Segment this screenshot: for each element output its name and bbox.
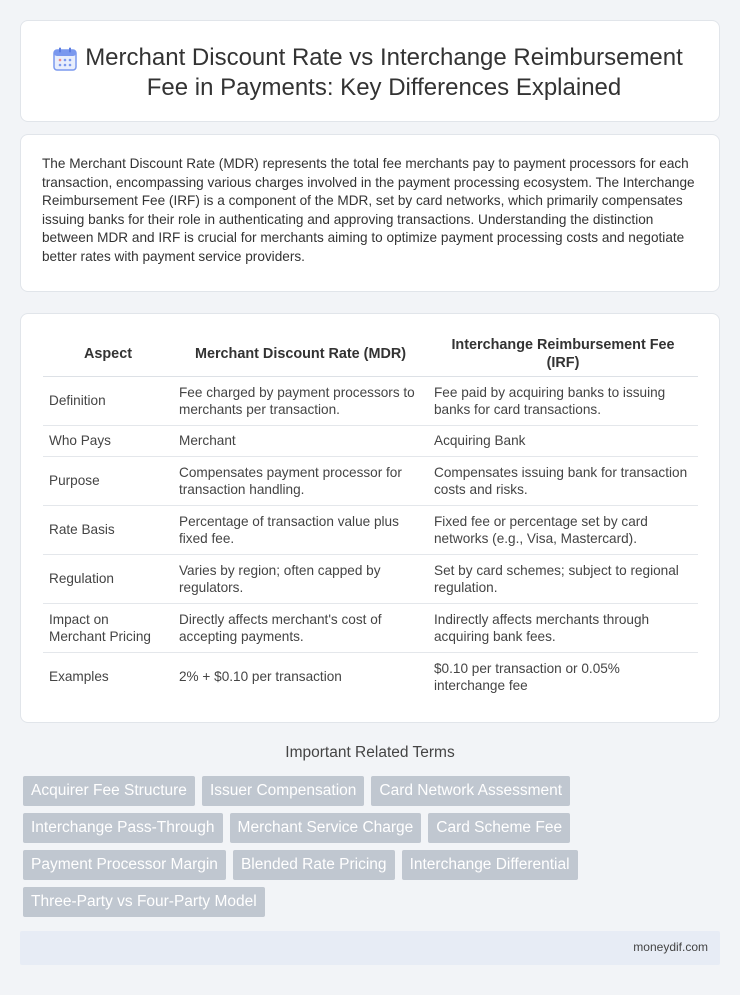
- table-row: [43, 555, 698, 604]
- related-term-tag[interactable]: Three-Party vs Four-Party Model: [23, 887, 265, 917]
- header-card: [20, 20, 720, 122]
- related-term-tag[interactable]: Issuer Compensation: [202, 776, 364, 806]
- row-mdr: Varies by region; often capped by regulators.: [173, 555, 428, 604]
- table-header-row: [43, 331, 698, 377]
- row-mdr: Percentage of transaction value plus fixed fee.: [173, 506, 428, 555]
- related-terms-title: Important Related Terms: [285, 744, 455, 761]
- row-aspect: Who Pays: [43, 426, 173, 457]
- related-terms-list: [23, 776, 623, 917]
- footer-site-link[interactable]: moneydif.com: [633, 940, 708, 954]
- related-term-tag[interactable]: Acquirer Fee Structure: [23, 776, 195, 806]
- row-irf: $0.10 per transaction or 0.05% interchange fee: [434, 660, 620, 693]
- comparison-table: [43, 331, 698, 701]
- related-term-tag[interactable]: Card Scheme Fee: [428, 813, 570, 843]
- row-aspect: Rate Basis: [43, 506, 173, 555]
- header-mdr: Merchant Discount Rate (MDR): [173, 331, 428, 377]
- related-term-tag[interactable]: Blended Rate Pricing: [233, 850, 395, 880]
- row-irf: Fee paid by acquiring banks to issuing banks for card transactions.: [428, 377, 698, 426]
- intro-card: [20, 134, 720, 292]
- row-aspect: Impact on Merchant Pricing: [43, 604, 173, 653]
- table-row: [43, 457, 698, 506]
- related-term-tag[interactable]: Card Network Assessment: [371, 776, 570, 806]
- row-irf: Fixed fee or percentage set by card networks (e.g., Visa, Mastercard).: [428, 506, 698, 555]
- row-mdr: Compensates payment processor for transaction handling.: [173, 457, 428, 506]
- table-row: [43, 377, 698, 426]
- row-irf: Compensates issuing bank for transaction costs and risks.: [428, 457, 698, 506]
- related-term-tag[interactable]: Interchange Differential: [402, 850, 578, 880]
- table-row: [43, 506, 698, 555]
- row-mdr: 2% + $0.10 per transaction: [179, 669, 342, 685]
- related-term-tag[interactable]: Merchant Service Charge: [230, 813, 422, 843]
- intro-paragraph: The Merchant Discount Rate (MDR) represents the total fee merchants pay to payment processors for each transaction, encompassing various charges involved in the payment processing ecosystem. The Interchange Reimbursement Fee (IRF) is a component of the MDR, set by card networks, which primarily compensates issuing banks for their role in authenticating and approving transactions. Understanding the distinction between MDR and IRF is crucial for merchants aiming to optimize payment processing costs and negotiate better rates with payment service providers.: [42, 156, 695, 264]
- row-irf: Indirectly affects merchants through acquiring bank fees.: [428, 604, 698, 653]
- row-aspect: Definition: [43, 377, 173, 426]
- table-row: [43, 604, 698, 653]
- row-mdr: Directly affects merchant's cost of accepting payments.: [173, 604, 428, 653]
- footer: [20, 931, 720, 965]
- row-aspect: Regulation: [43, 555, 173, 604]
- header-aspect: Aspect: [43, 331, 173, 377]
- row-irf: Set by card schemes; subject to regional regulation.: [428, 555, 698, 604]
- table-row: [43, 426, 698, 457]
- related-term-tag[interactable]: Interchange Pass-Through: [23, 813, 223, 843]
- row-aspect: Examples: [49, 669, 109, 685]
- related-term-tag[interactable]: Payment Processor Margin: [23, 850, 226, 880]
- row-mdr: Fee charged by payment processors to merchants per transaction.: [173, 377, 428, 426]
- row-mdr: Merchant: [173, 426, 428, 457]
- page-title: Merchant Discount Rate vs Interchange Reimbursement Fee in Payments: Key Differences Explained: [85, 44, 683, 101]
- comparison-card: [20, 313, 720, 723]
- row-irf: Acquiring Bank: [428, 426, 698, 457]
- table-row: [43, 653, 698, 701]
- header-irf: Interchange Reimbursement Fee (IRF): [428, 331, 698, 377]
- row-aspect: Purpose: [43, 457, 173, 506]
